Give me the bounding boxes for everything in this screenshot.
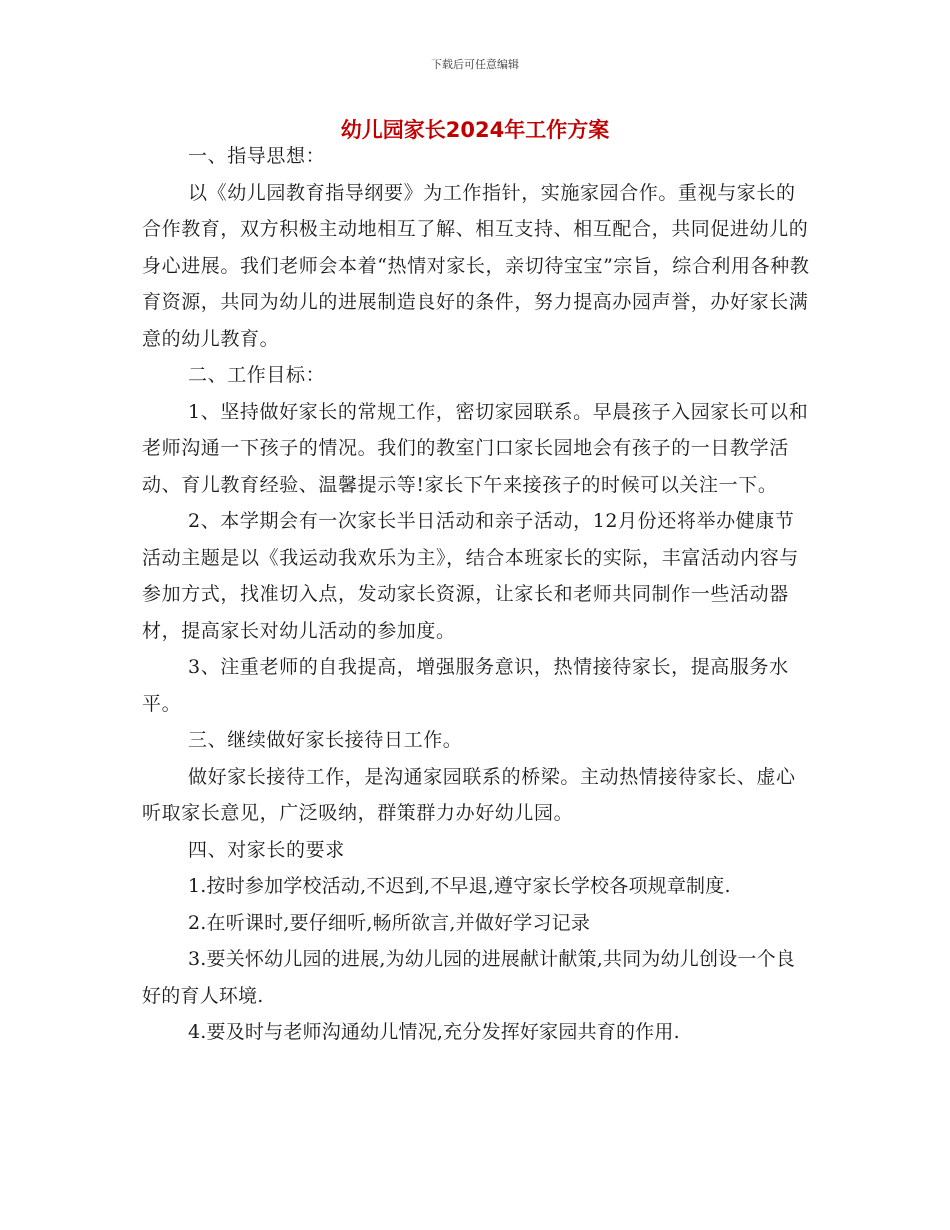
- section-heading-1: 一、指导思想：: [188, 145, 326, 167]
- document-body: [142, 138, 814, 1051]
- requirement-item-1: 1.按时参加学校活动,不迟到,不早退,遵守家长学校各项规章制度.: [188, 875, 731, 897]
- section-heading-4: 四、对家长的要求: [188, 838, 345, 861]
- paragraph-guiding-thought: 以《幼儿园教育指导纲要》为工作指针，实施家园合作。重视与家长的合作教育，双方积极主动地相互了解、相互支持、相互配合，共同促进幼儿的身心进展。我们老师会本着“热情对家长，亲切待宝宝”宗旨，综合利用各种教育资源，共同为幼儿的进展制造良好的条件，努力提高办园声誉，办好家长满意的幼儿教育。: [142, 181, 810, 350]
- document-title: 幼儿园家长2024年工作方案: [340, 118, 610, 142]
- paragraph-goal-3: 3、注重老师的自我提高，增强服务意识，热情接待家长，提高服务水平。: [142, 656, 789, 715]
- paragraph-goal-1: 1、坚持做好家长的常规工作，密切家园联系。早晨孩子入园家长可以和老师沟通一下孩子的情况。我们的教室门口家长园地会有孩子的一日教学活动、育儿教育经验、温馨提示等!家长下午来接孩子的时候可以关注一下。: [142, 400, 809, 496]
- requirement-item-3: 3.要关怀幼儿园的进展,为幼儿园的进展献计献策,共同为幼儿创设一个良好的育人环境.: [142, 948, 796, 1007]
- section-heading-2: 二、工作目标：: [188, 364, 326, 386]
- paragraph-goal-2: 2、本学期会有一次家长半日活动和亲子活动，12月份还将举办健康节活动主题是以《我运动我欢乐为主》，结合本班家长的实际，丰富活动内容与参加方式，找准切入点，发动家长资源，让家长和老师共同制作一些活动器材，提高家长对幼儿活动的参加度。: [142, 510, 799, 642]
- requirement-item-2: 2.在听课时,要仔细听,畅所欲言,并做好学习记录: [188, 911, 591, 934]
- header-note: 下载后可任意编辑: [431, 58, 519, 71]
- requirement-item-4: 4.要及时与老师沟通幼儿情况,充分发挥好家园共育的作用.: [188, 1021, 680, 1043]
- section-heading-3: 三、继续做好家长接待日工作。: [188, 729, 463, 751]
- paragraph-reception: 做好家长接待工作，是沟通家园联系的桥梁。主动热情接待家长、虚心听取家长意见，广泛吸纳，群策群力办好幼儿园。: [142, 765, 796, 824]
